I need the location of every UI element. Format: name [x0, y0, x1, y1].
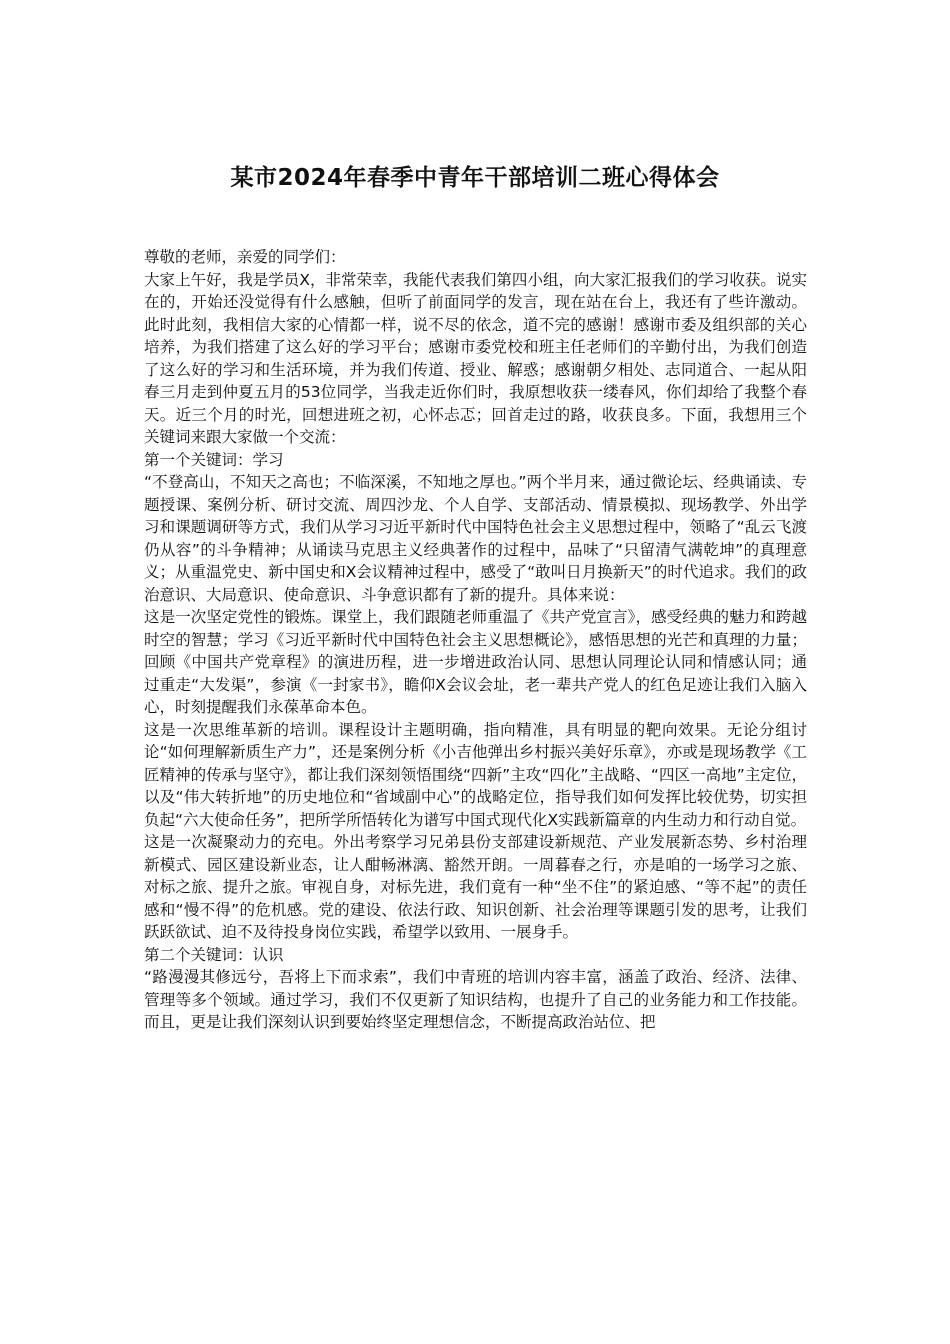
body-paragraph: 这是一次思维革新的培训。课程设计主题明确，指向精准，具有明显的靶向效果。无论分组讨论“如何理解新质生产力”，还是案例分析《小吉他弹出乡村振兴美好乐章》，亦或是现场教学《工匠精神的传承与坚守》，都让我们深刻领悟围绕“四新”主攻“四化”主战略、“四区一高地”主定位，以及“伟大转折地”的历史地位和“省域副中心”的战略定位，指导我们如何发挥比较优势，切实担负起“六大使命任务”，把所学所悟转化为谱写中国式现代化X实践新篇章的内生动力和行动自觉。	[144, 720, 807, 829]
document-title: 某市2024年春季中青年干部培训二班心得体会	[230, 165, 720, 191]
salutation: 尊敬的老师，亲爱的同学们：	[144, 248, 346, 266]
section-heading: 第二个关键词：认识	[144, 945, 284, 964]
document-body	[144, 246, 807, 1034]
body-paragraph: “不登高山，不知天之高也；不临深溪，不知地之厚也。”两个半月来，通过微论坛、经典诵读、专题授课、案例分析、研讨交流、周四沙龙、个人自学、支部活动、情景模拟、现场教学、外出学习和课题调研等方式，我们从学习习近平新时代中国特色社会主义思想过程中，领略了“乱云飞渡仍从容”的斗争精神；从诵读马克思主义经典著作的过程中，品味了“只留清气满乾坤”的真理意义；从重温党史、新中国史和X会议精神过程中，感受了“敢叫日月换新天”的时代追求。我们的政治意识、大局意识、使命意识、斗争意识都有了新的提升。具体来说：	[144, 473, 807, 604]
body-paragraph: “路漫漫其修远兮，吾将上下而求索”，我们中青班的培训内容丰富，涵盖了政治、经济、法律、管理等多个领域。通过学习，我们不仅更新了知识结构，也提升了自己的业务能力和工作技能。而且，更是让我们深刻认识到要始终坚定理想信念，不断提高政治站位、把	[144, 968, 807, 1031]
body-paragraph: 这是一次凝聚动力的充电。外出考察学习兄弟县份支部建设新规范、产业发展新态势、乡村治理新模式、园区建设新业态，让人酣畅淋漓、豁然开朗。一周暮春之行，亦是咱的一场学习之旅、对标之旅、提升之旅。审视自身，对标先进，我们竟有一种“坐不住”的紧迫感、“等不起”的责任感和“慢不得”的危机感。党的建设、依法行政、知识创新、社会治理等课题引发的思考，让我们跃跃欲试、迫不及待投身岗位实践，希望学以致用、一展身手。	[144, 833, 807, 941]
section-heading: 第一个关键词：学习	[144, 450, 284, 469]
body-paragraph: 大家上午好，我是学员X，非常荣幸，我能代表我们第四小组，向大家汇报我们的学习收获。说实在的，开始还没觉得有什么感触，但听了前面同学的发言，现在站在台上，我还有了些许激动。此时此刻，我相信大家的心情都一样，说不尽的依念，道不完的感谢！感谢市委及组织部的关心培养，为我们搭建了这么好的学习平台；感谢市委党校和班主任老师们的辛勤付出，为我们创造了这么好的学习和生活环境，并为我们传道、授业、解惑；感谢朝夕相处、志同道合、一起从阳春三月走到仲夏五月的53位同学，当我走近你们时，我原想收获一缕春风，你们却给了我整个春天。近三个月的时光，回想进班之初，心怀忐忑；回首走过的路，收获良多。下面，我想用三个关键词来跟大家做一个交流：	[144, 270, 807, 446]
body-paragraph: 这是一次坚定党性的锻炼。课堂上，我们跟随老师重温了《共产党宣言》，感受经典的魅力和跨越时空的智慧；学习《习近平新时代中国特色社会主义思想概论》，感悟思想的光芒和真理的力量；回顾《中国共产党章程》的演进历程，进一步增进政治认同、思想认同理论认同和情感认同；通过重走“大发渠”，参演《一封家书》，瞻仰X会议会址，老一辈共产党人的红色足迹让我们入脑入心，时刻提醒我们永葆革命本色。	[144, 608, 807, 716]
